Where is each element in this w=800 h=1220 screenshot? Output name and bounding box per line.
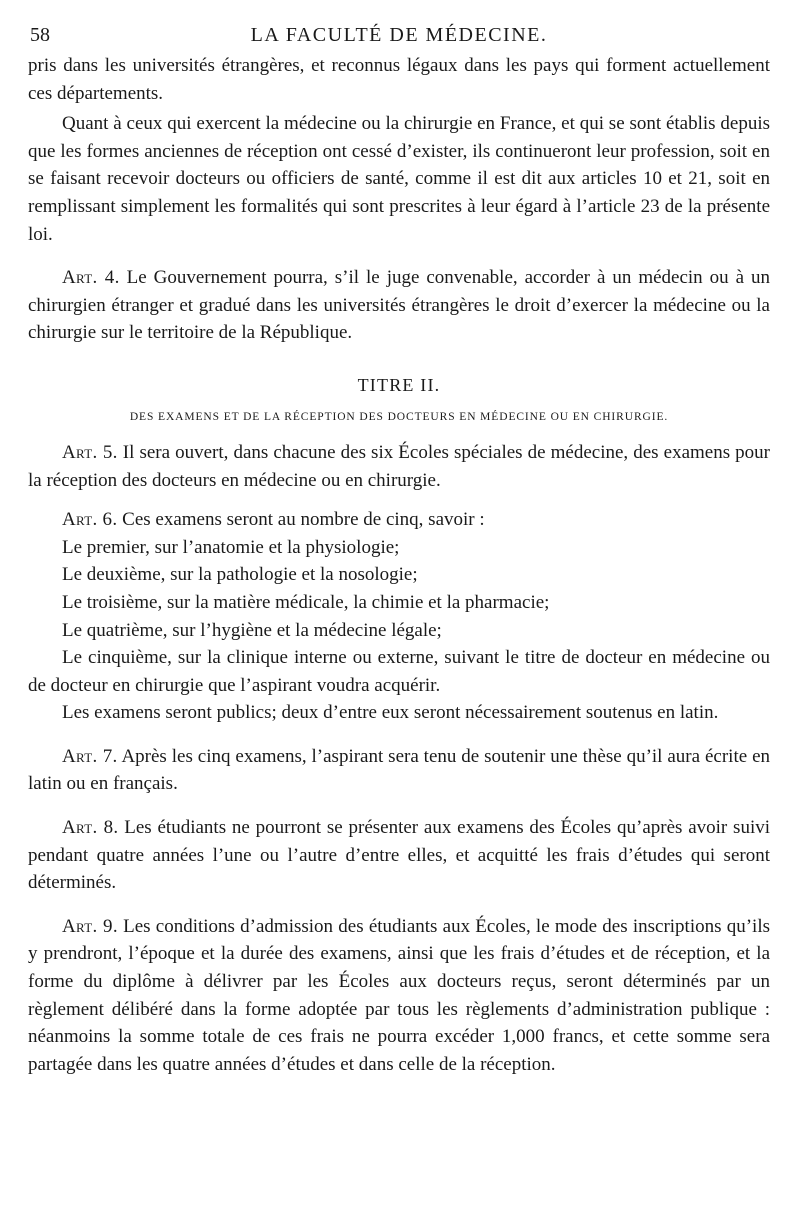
exam-item-3: Le troisième, sur la matière médicale, la chimie et la pharmacie; <box>62 591 550 613</box>
article-6-closing: Les examens seront publics; deux d’entre eux seront nécessairement soutenus en latin. <box>62 702 719 724</box>
article-8-text: Les étudiants ne pourront se présenter aux examens des Écoles qu’après avoir suivi pendant quatre années l’une ou l’autre d’entre elles, et acquitté les frais d’études qui seront déterminés. <box>28 817 771 894</box>
article-7 <box>28 743 770 798</box>
exam-item-1: Le premier, sur l’anatomie et la physiologie; <box>62 536 400 558</box>
article-6-text: Ces examens seront au nombre de cinq, savoir : <box>122 509 485 531</box>
article-6-label: Art. 6. <box>62 509 118 531</box>
paragraph-continuation: pris dans les universités étrangères, et reconnus légaux dans les pays qui forment actuellement ces départements. <box>28 55 770 104</box>
section-subtitle: DES EXAMENS ET DE LA RÉCEPTION DES DOCTEURS EN MÉDECINE OU EN CHIRURGIE. <box>129 410 669 423</box>
article-8-label: Art. 8. <box>62 817 119 839</box>
paragraph-existing-practitioners: Quant à ceux qui exercent la médecine ou la chirurgie en France, et qui se sont établis depuis que les formes anciennes de réception ont cessé d’exister, ils continueront leur profession, soit en se faisant recevoir docteurs ou officiers de santé, comme il est dit aux articles 10 et 21, soit en remplissant simplement les formalités qui sont prescrites à leur égard à l’article 23 de la présente loi. <box>28 113 770 245</box>
running-title: LA FACULTÉ DE MÉDECINE. <box>250 24 548 46</box>
article-5-label: Art. 5. <box>62 441 118 463</box>
document-page <box>28 16 770 1216</box>
article-4-label: Art. 4. <box>62 267 120 289</box>
article-4 <box>28 264 770 347</box>
article-7-text: Après les cinq examens, l’aspirant sera tenu de soutenir une thèse qu’il aura écrite en latin ou en français. <box>28 745 771 795</box>
article-4-text: Le Gouvernement pourra, s’il le juge convenable, accorder à un médecin ou à un chirurgien étranger et gradué dans les universités étrangères le droit d’exercer la médecine ou la chirurgie sur le territoire de la République. <box>28 267 771 344</box>
exam-item-5: Le cinquième, sur la clinique interne ou externe, suivant le titre de docteur en médecine ou de docteur en chirurgie que l’aspirant voudra acquérir. <box>28 647 770 696</box>
article-9 <box>28 913 770 1079</box>
article-7-label: Art. 7. <box>62 745 118 767</box>
page-number: 58 <box>30 24 50 46</box>
article-6 <box>28 506 770 534</box>
article-5-text: Il sera ouvert, dans chacune des six Écoles spéciales de médecine, des examens pour la réception des docteurs en médecine ou en chirurgie. <box>28 441 771 491</box>
page-header <box>28 16 770 52</box>
article-5 <box>28 439 770 494</box>
article-8 <box>28 814 770 897</box>
article-9-text: Les conditions d’admission des étudiants aux Écoles, le mode des inscriptions qu’ils y prendront, l’époque et la durée des examens, ainsi que les frais d’études et de réception, et la forme du diplôme à délivrer par les Écoles aux docteurs reçus, seront déterminés par un règlement délibéré dans la forme adoptée par tous les règlements d’administration publique : néanmoins la somme totale de ces frais ne pourra excéder 1,000 francs, et cette somme sera partagée dans les quatre années d’études et dans celle de la réception. <box>28 915 771 1075</box>
exam-item-2: Le deuxième, sur la pathologie et la nosologie; <box>62 564 418 586</box>
article-9-label: Art. 9. <box>62 915 118 937</box>
exam-item-4: Le quatrième, sur l’hygiène et la médecine légale; <box>62 619 442 641</box>
section-title: TITRE II. <box>357 374 441 395</box>
